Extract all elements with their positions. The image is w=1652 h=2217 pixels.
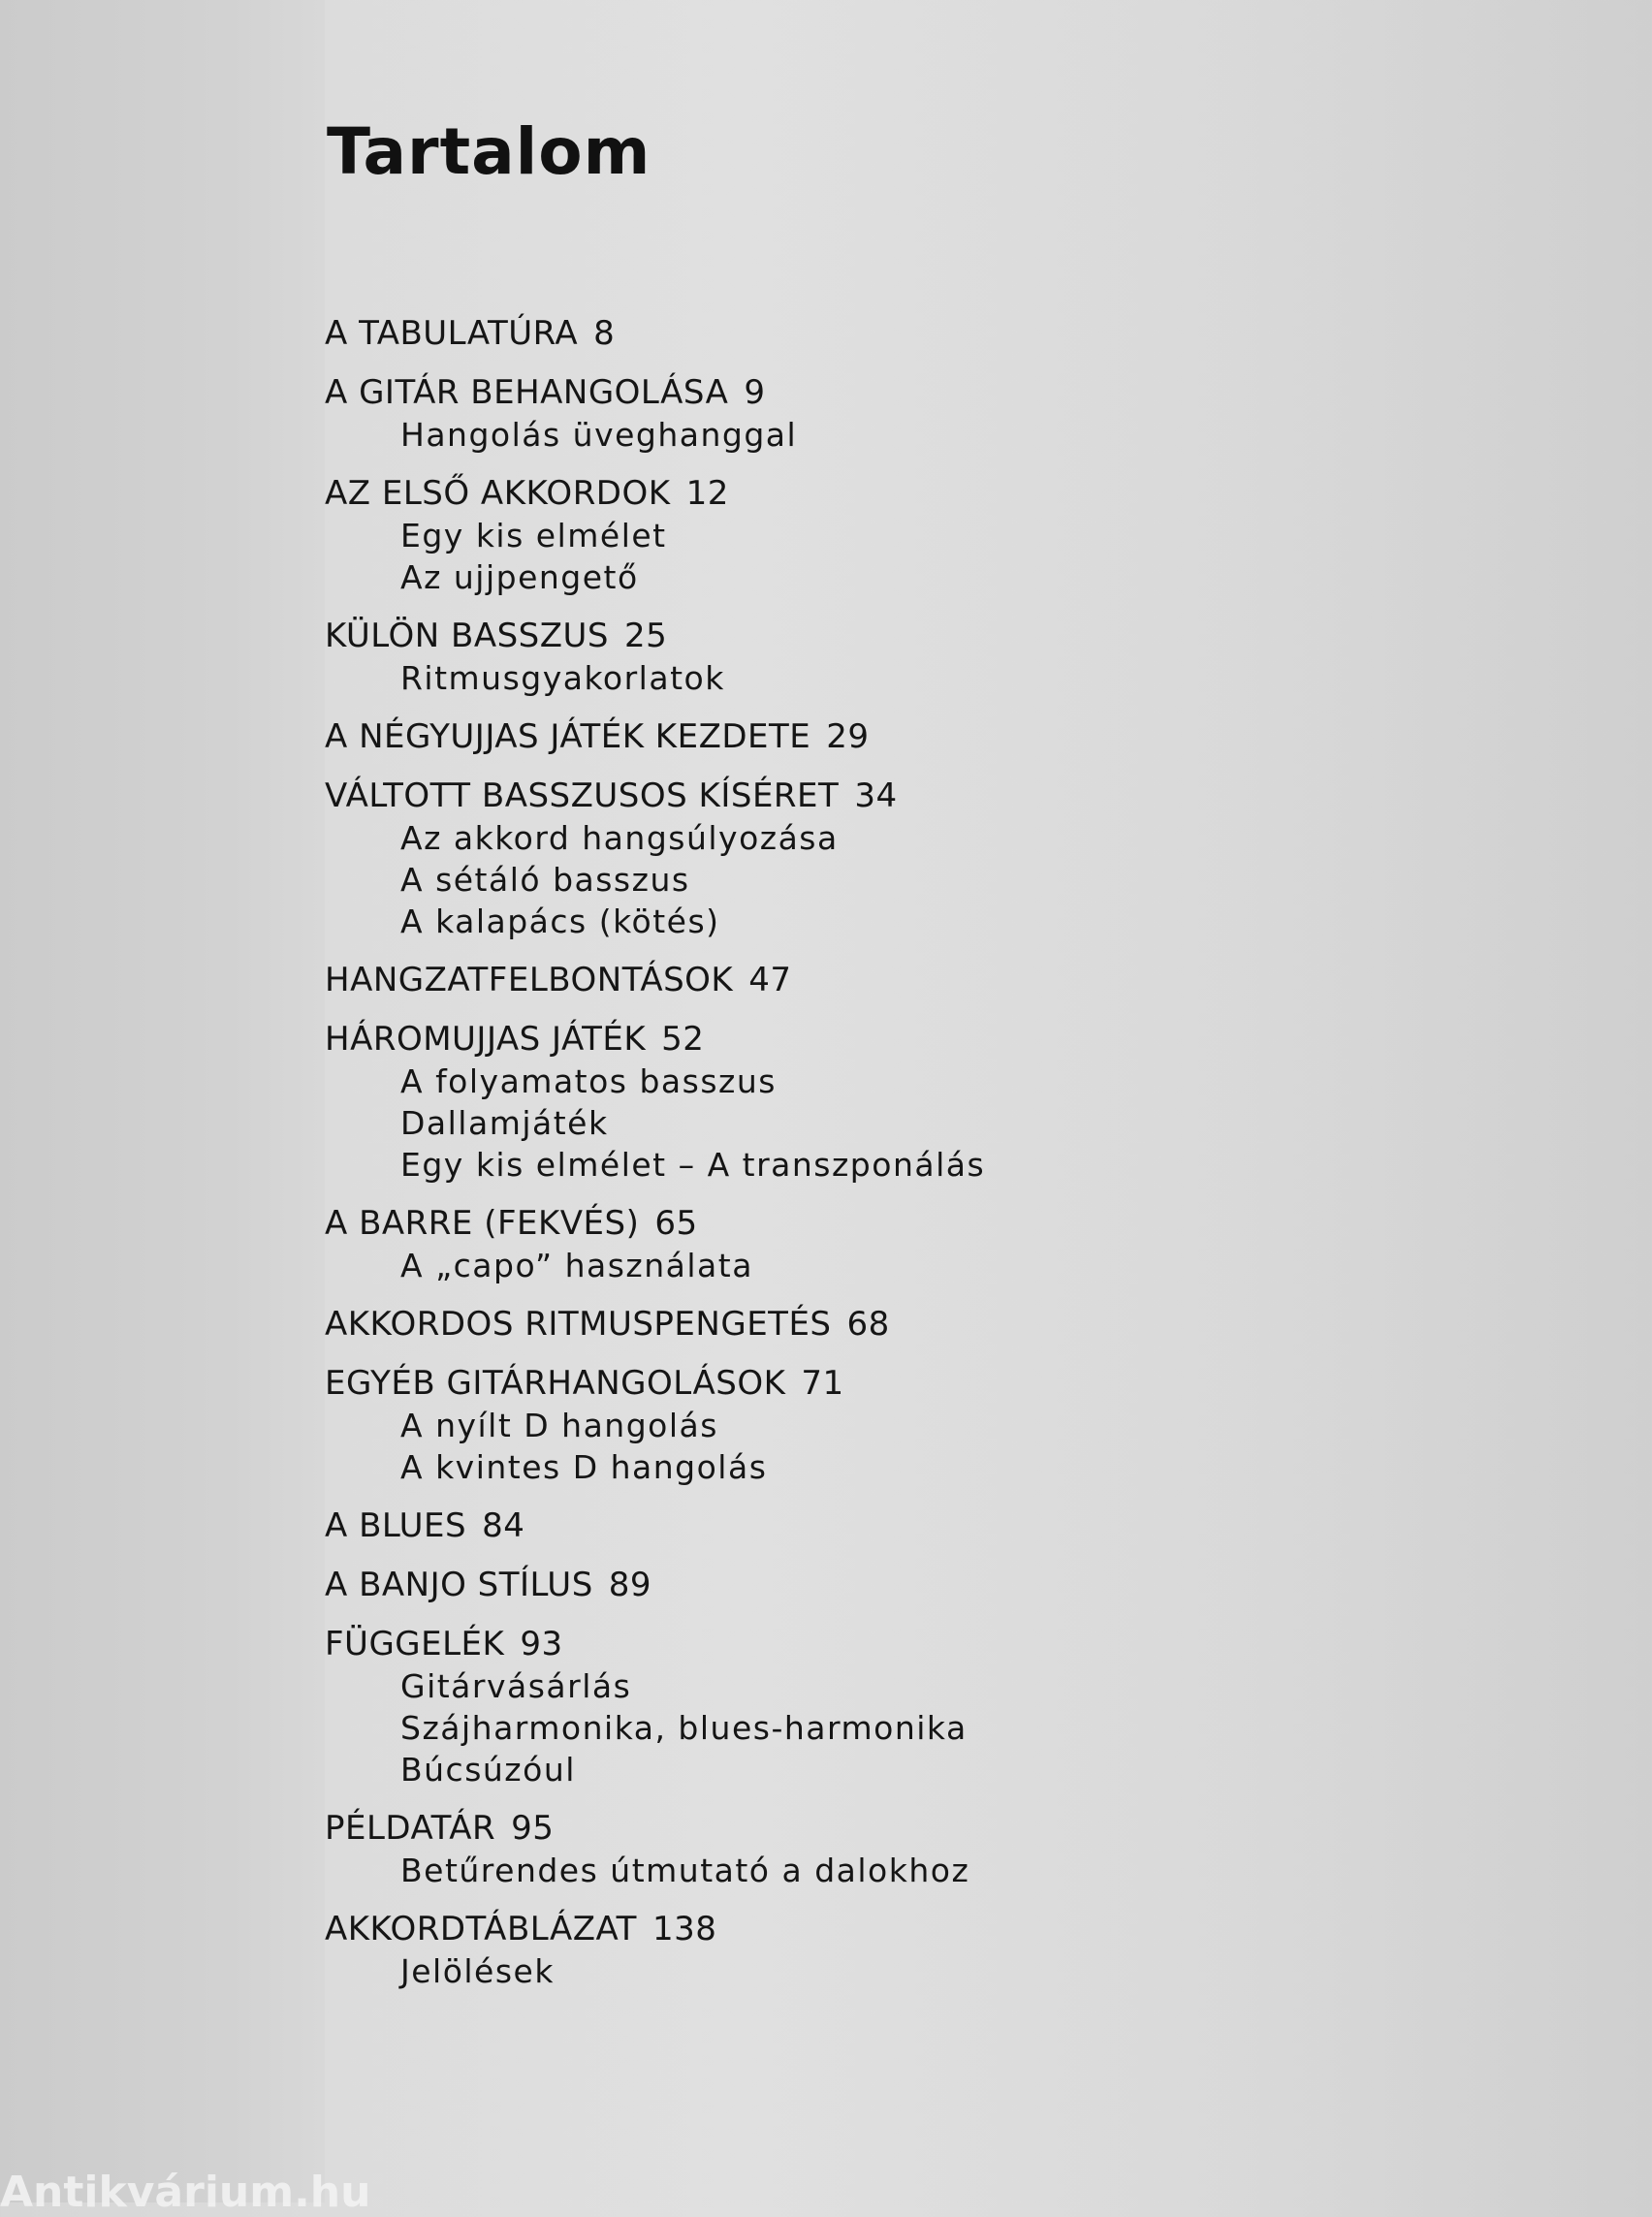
chapter-line	[325, 472, 1391, 515]
toc-entry	[325, 1807, 1391, 1891]
chapter-line	[325, 715, 1391, 758]
chapter-title: HANGZATFELBONTÁSOK	[325, 961, 734, 999]
chapter-page-number: 52	[661, 1020, 705, 1059]
subsection-title: Betűrendes útmutató a dalokhoz	[400, 1852, 970, 1889]
chapter-title: AZ ELSŐ AKKORDOK	[325, 474, 671, 513]
subsection-title: Egy kis elmélet – A transzponálás	[400, 1146, 986, 1184]
chapter-line	[325, 1623, 1391, 1665]
chapter-title: HÁROMUJJAS JÁTÉK	[325, 1020, 647, 1059]
subsection-title: Gitárvásárlás	[400, 1667, 632, 1705]
subsection-title: Dallamjáték	[400, 1104, 609, 1142]
page-title: Tartalom	[327, 114, 651, 189]
toc-entry	[325, 1202, 1391, 1286]
chapter-page-number: 9	[744, 373, 766, 412]
chapter-title: VÁLTOTT BASSZUSOS KÍSÉRET	[325, 776, 840, 815]
subsection-title: Hangolás üveghanggal	[400, 416, 798, 454]
chapter-title: A GITÁR BEHANGOLÁSA	[325, 373, 729, 412]
chapter-page-number: 71	[801, 1364, 844, 1403]
chapter-line	[325, 1908, 1391, 1950]
chapter-title: KÜLÖN BASSZUS	[325, 617, 610, 655]
page-shadow	[0, 0, 325, 2202]
chapter-page-number: 47	[748, 961, 792, 999]
chapter-line	[325, 615, 1391, 657]
subsection-title: Búcsúzóul	[400, 1751, 576, 1789]
toc-entry	[325, 775, 1391, 942]
chapter-line	[325, 1303, 1391, 1346]
subsection-title: A folyamatos basszus	[400, 1062, 777, 1100]
chapter-page-number: 25	[624, 617, 668, 655]
subsection-title: A kvintes D hangolás	[400, 1448, 768, 1486]
chapter-page-number: 12	[685, 474, 729, 513]
subsection-title: A „capo” használata	[400, 1247, 753, 1284]
chapter-page-number: 29	[826, 717, 870, 756]
chapter-page-number: 138	[651, 1910, 717, 1948]
toc-entry	[325, 1504, 1391, 1547]
subsection-title: A nyílt D hangolás	[400, 1407, 718, 1444]
chapter-line	[325, 775, 1391, 817]
subsection-title: A sétáló basszus	[400, 861, 690, 899]
chapter-title: A TABULATÚRA	[325, 314, 579, 353]
toc-entry	[325, 1018, 1391, 1186]
toc-entry	[325, 959, 1391, 1001]
toc-entry	[325, 1564, 1391, 1606]
chapter-line	[325, 1018, 1391, 1061]
chapter-title: FÜGGELÉK	[325, 1625, 505, 1663]
chapter-title: EGYÉB GITÁRHANGOLÁSOK	[325, 1364, 786, 1403]
toc-entry	[325, 715, 1391, 758]
toc-entry	[325, 1623, 1391, 1790]
chapter-line	[325, 1807, 1391, 1850]
table-of-contents	[325, 312, 1391, 2009]
chapter-line	[325, 371, 1391, 414]
subsection-title: Egy kis elmélet	[400, 517, 667, 554]
toc-entry	[325, 312, 1391, 355]
chapter-line	[325, 312, 1391, 355]
chapter-title: AKKORDOS RITMUSPENGETÉS	[325, 1305, 832, 1344]
toc-entry	[325, 472, 1391, 598]
subsection-title: Ritmusgyakorlatok	[400, 659, 725, 697]
chapter-title: AKKORDTÁBLÁZAT	[325, 1910, 637, 1948]
toc-entry	[325, 1303, 1391, 1346]
chapter-page-number: 34	[854, 776, 898, 815]
subsection-title: Az ujjpengető	[400, 558, 639, 596]
subsection-title: A kalapács (kötés)	[400, 903, 720, 940]
toc-entry	[325, 615, 1391, 699]
chapter-title: PÉLDATÁR	[325, 1809, 496, 1848]
chapter-line	[325, 959, 1391, 1001]
chapter-page-number: 84	[482, 1506, 525, 1545]
subsection-title: Jelölések	[400, 1952, 555, 1990]
chapter-page-number: 8	[593, 314, 616, 353]
chapter-page-number: 89	[608, 1566, 652, 1604]
chapter-title: A BLUES	[325, 1506, 467, 1545]
toc-entry	[325, 371, 1391, 456]
watermark-text: Antikvárium.hu	[0, 2168, 371, 2217]
chapter-page-number: 65	[654, 1204, 698, 1243]
chapter-title: A BANJO STÍLUS	[325, 1566, 593, 1604]
subsection-title: Az akkord hangsúlyozása	[400, 819, 839, 857]
toc-entry	[325, 1908, 1391, 1992]
chapter-title: A BARRE (FEKVÉS)	[325, 1204, 640, 1243]
chapter-page-number: 68	[846, 1305, 890, 1344]
chapter-line	[325, 1564, 1391, 1606]
chapter-title: A NÉGYUJJAS JÁTÉK KEZDETE	[325, 717, 811, 756]
chapter-page-number: 93	[520, 1625, 563, 1663]
subsection-title: Szájharmonika, blues-harmonika	[400, 1709, 968, 1747]
toc-entry	[325, 1362, 1391, 1488]
chapter-page-number: 95	[511, 1809, 555, 1848]
chapter-line	[325, 1202, 1391, 1245]
chapter-line	[325, 1504, 1391, 1547]
chapter-line	[325, 1362, 1391, 1405]
